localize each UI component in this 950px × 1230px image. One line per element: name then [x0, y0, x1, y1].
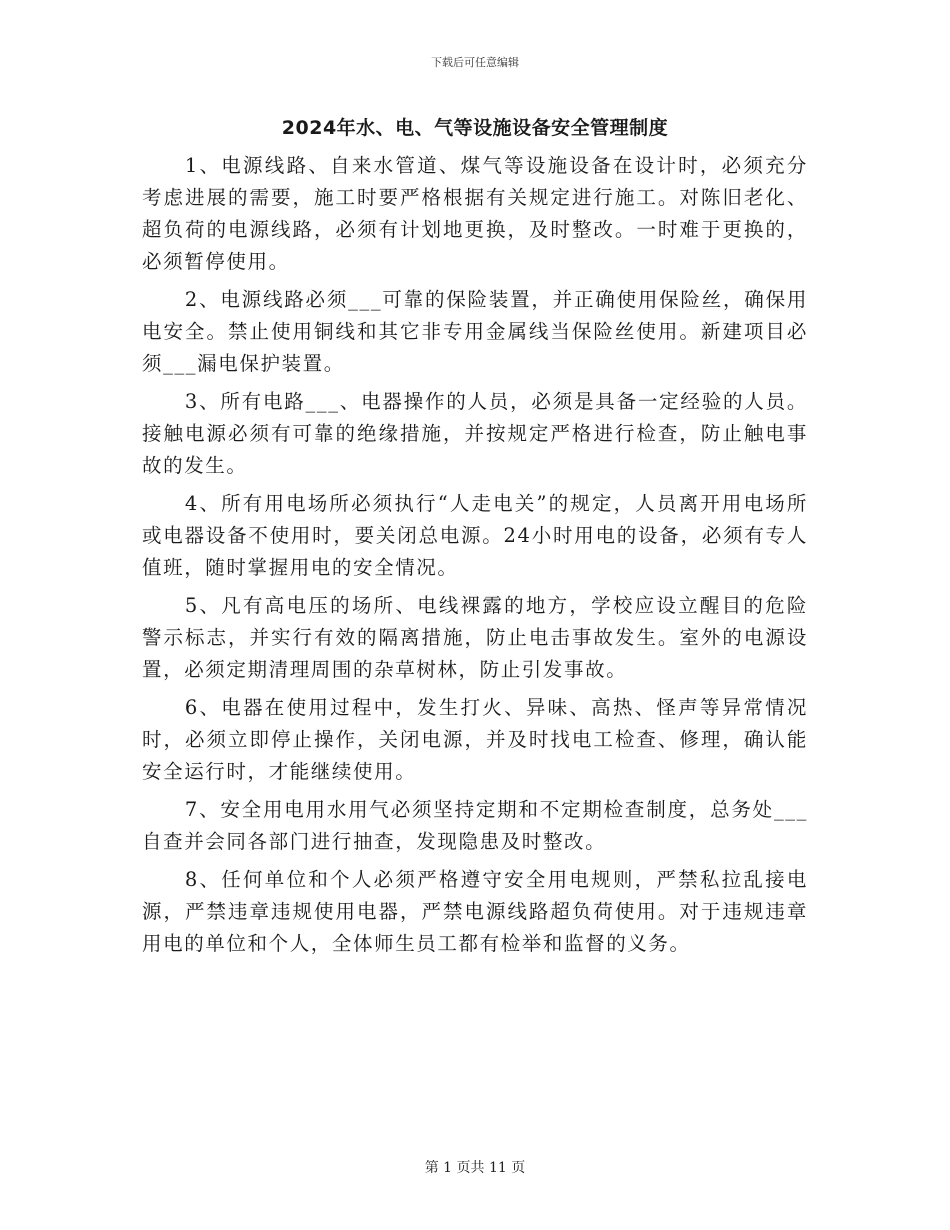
paragraph-6: 6、电器在使用过程中，发生打火、异味、高热、怪声等异常情况时，必须立即停止操作，关闭电源，并及时找电工检查、修理，确认能安全运行时，才能继续使用。	[142, 696, 808, 783]
document-body	[142, 150, 808, 966]
paragraph-1: 1、电源线路、自来水管道、煤气等设施设备在设计时，必须充分考虑进展的需要，施工时要严格根据有关规定进行施工。对陈旧老化、超负荷的电源线路，必须有计划地更换，及时整改。一时难于更换的，必须暂停使用。	[142, 154, 808, 273]
paragraph-7: 7、安全用电用水用气必须坚持定期和不定期检查制度，总务处___自查并会同各部门进行抽查，发现隐患及时整改。	[142, 798, 808, 853]
header-note: 下载后可任意编辑	[431, 56, 519, 69]
paragraph-4: 4、所有用电场所必须执行“人走电关”的规定，人员离开用电场所或电器设备不使用时，要关闭总电源。24小时用电的设备，必须有专人值班，随时掌握用电的安全情况。	[142, 492, 808, 579]
paragraph-3: 3、所有电路___、电器操作的人员，必须是具备一定经验的人员。接触电源必须有可靠的绝缘措施，并按规定严格进行检查，防止触电事故的发生。	[142, 390, 808, 477]
document-title: 2024年水、电、气等设施设备安全管理制度	[281, 117, 669, 139]
paragraph-5: 5、凡有高电压的场所、电线裸露的地方，学校应设立醒目的危险警示标志，并实行有效的隔离措施，防止电击事故发生。室外的电源设置，必须定期清理周围的杂草树林，防止引发事故。	[142, 594, 808, 681]
page-footer: 第 1 页共 11 页	[424, 1160, 526, 1176]
paragraph-8: 8、任何单位和个人必须严格遵守安全用电规则，严禁私拉乱接电源，严禁违章违规使用电器，严禁电源线路超负荷使用。对于违规违章用电的单位和个人，全体师生员工都有检举和监督的义务。	[142, 868, 808, 955]
paragraph-2: 2、电源线路必须___可靠的保险装置，并正确使用保险丝，确保用电安全。禁止使用铜线和其它非专用金属线当保险丝使用。新建项目必须___漏电保护装置。	[142, 288, 808, 375]
